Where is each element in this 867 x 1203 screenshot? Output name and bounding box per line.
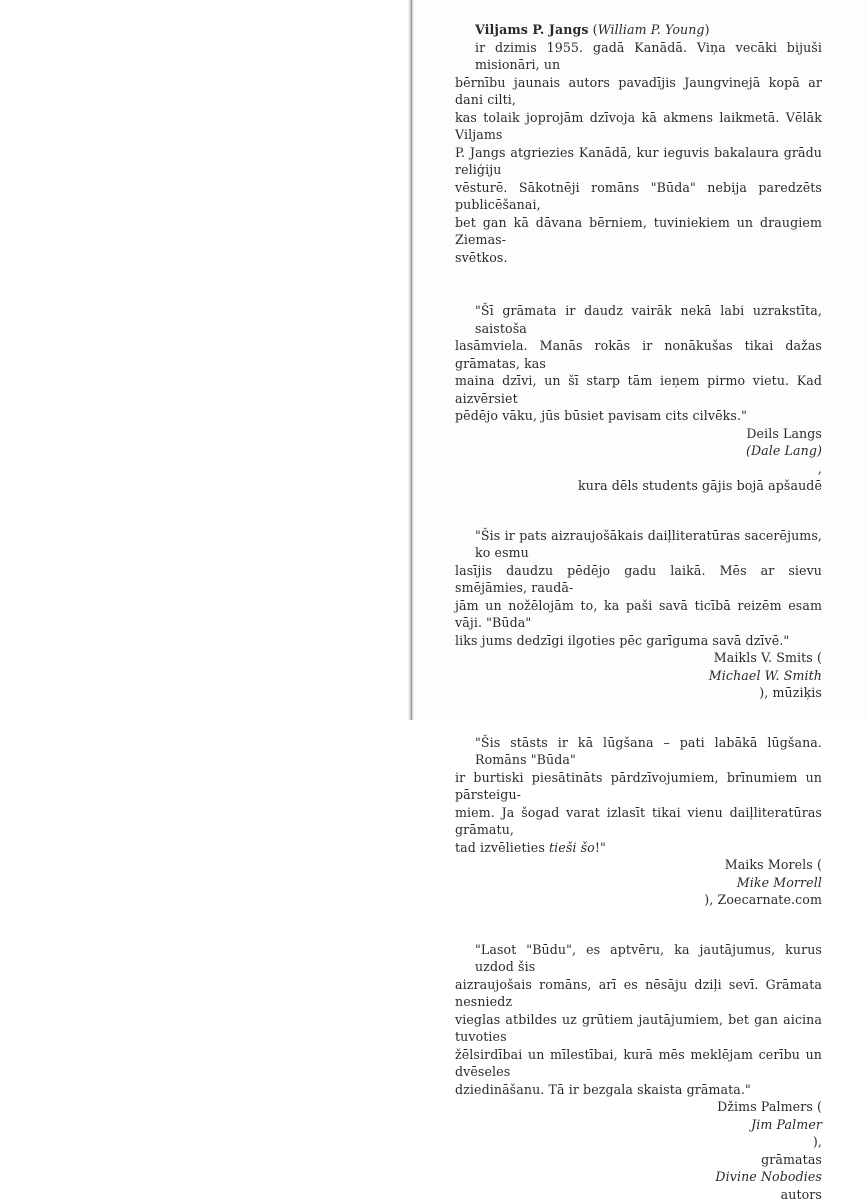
quote-line: "Šis stāsts ir kā lūgšana – pati labākā lūgšana. Romāns "Būda" (455, 734, 822, 769)
attribution-suffix: , (455, 460, 822, 478)
attribution-line-2 (455, 1151, 822, 1203)
quote-author: Deils Langs (455, 425, 822, 443)
quote-line: jām un nožēlojām to, ka paši savā ticībā reizēm esam vāji. "Būda" (455, 597, 822, 632)
quote-line: lasījis daudzu pēdējo gadu laikā. Mēs ar sievu smējāmies, raudā- (455, 562, 822, 597)
quote-text (455, 302, 822, 425)
author-original-name: William P. Young (598, 22, 705, 37)
quote-author: Maiks Morels ( (455, 856, 822, 874)
attribution-line (455, 856, 822, 909)
quote-line: vieglas atbildes uz grūtiem jautājumiem, bet gan aicina tuvoties (455, 1011, 822, 1046)
review-quote-4 (455, 941, 822, 1203)
quote-text (455, 527, 822, 650)
quote-text (455, 734, 822, 857)
text-column (455, 21, 822, 1203)
author-bio (455, 21, 822, 266)
quote-line: "Lasot "Būdu", es aptvēru, ka jautājumus, kurus uzdod šis (455, 941, 822, 976)
attribution-prefix: grāmatas (455, 1151, 822, 1169)
quote-line: žēlsirdībai un mīlestībai, kurā mēs meklējam cerību un dvēseles (455, 1046, 822, 1081)
quote-attribution (455, 856, 822, 909)
author-name: Viljams P. Jangs (475, 22, 589, 37)
quote-line: lasāmviela. Manās rokās ir nonākušas tikai dažas grāmatas, kas (455, 337, 822, 372)
quote-line: "Šī grāmata ir daudz vairāk nekā labi uzrakstīta, saistoša (455, 302, 822, 337)
bio-line: bērnību jaunais autors pavadījis Jaungvinejā kopā ar dani cilti, (455, 74, 822, 109)
review-quote-1 (455, 302, 822, 495)
quote-text (455, 941, 822, 1099)
quote-author-original: Jim Palmer (751, 1117, 822, 1132)
quote-author-original: Michael W. Smith (709, 668, 822, 683)
book-title: Divine Nobodies (715, 1169, 822, 1184)
review-quote-3 (455, 734, 822, 909)
quote-attribution (455, 425, 822, 495)
quote-emphasis: tieši šo (549, 840, 595, 855)
quote-tail: !" (595, 840, 606, 855)
quote-line: pēdējo vāku, jūs būsiet pavisam cits cilvēks." (455, 407, 822, 425)
quote-line: "Šis ir pats aizraujošākais daiļliteratūras sacerējums, ko esmu (455, 527, 822, 562)
quote-author: Džims Palmers ( (455, 1098, 822, 1116)
quote-line: liks jums dedzīgi ilgoties pēc garīguma savā dzīvē." (455, 632, 822, 650)
attribution-line (455, 425, 822, 478)
attribution-line-2: kura dēls students gājis bojā apšaudē (455, 477, 822, 495)
bio-heading: Viljams P. Jangs (William P. Young) (455, 21, 822, 39)
quote-line: dziedināšanu. Tā ir bezgala skaista grāmata." (455, 1081, 822, 1099)
quote-line: miem. Ja šogad varat izlasīt tikai vienu daiļliteratūras grāmatu, (455, 804, 822, 839)
quote-line: aizraujošais romāns, arī es nēsāju dziļi sevī. Grāmata nesniedz (455, 976, 822, 1011)
quote-author-original: Mike Morrell (737, 875, 822, 890)
quote-line: maina dzīvi, un šī starp tām ieņem pirmo vietu. Kad aizvērsiet (455, 372, 822, 407)
attribution-line (455, 649, 822, 702)
bio-line: kas tolaik joprojām dzīvoja kā akmens laikmetā. Vēlāk Viljams (455, 109, 822, 144)
bio-line: P. Jangs atgriezies Kanādā, kur ieguvis bakalaura grādu reliģiju (455, 144, 822, 179)
quote-attribution (455, 649, 822, 702)
attribution-suffix: ), (455, 1133, 822, 1151)
bio-line: vēsturē. Sākotnēji romāns "Būda" nebija paredzēts publicēšanai, (455, 179, 822, 214)
attribution-postfix: autors (455, 1186, 822, 1203)
quote-line: tad izvēlieties (455, 840, 549, 855)
bio-line: svētkos. (455, 249, 822, 267)
bio-line: ir dzimis 1955. gadā Kanādā. Viņa vecāki bijuši misionāri, un (455, 39, 822, 74)
bio-line: bet gan kā dāvana bērniem, tuviniekiem un draugiem Ziemas- (455, 214, 822, 249)
review-quote-2 (455, 527, 822, 702)
attribution-suffix: ), mūziķis (455, 684, 822, 702)
quote-attribution (455, 1098, 822, 1203)
quote-line: ir burtiski piesātināts pārdzīvojumiem, brīnumiem un pārsteigu- (455, 769, 822, 804)
quote-author-original: (Dale Lang) (746, 443, 822, 458)
left-page (0, 0, 408, 720)
attribution-suffix: ), Zoecarnate.com (455, 891, 822, 909)
attribution-line (455, 1098, 822, 1151)
quote-line-last (455, 839, 822, 857)
quote-author: Maikls V. Smits ( (455, 649, 822, 667)
